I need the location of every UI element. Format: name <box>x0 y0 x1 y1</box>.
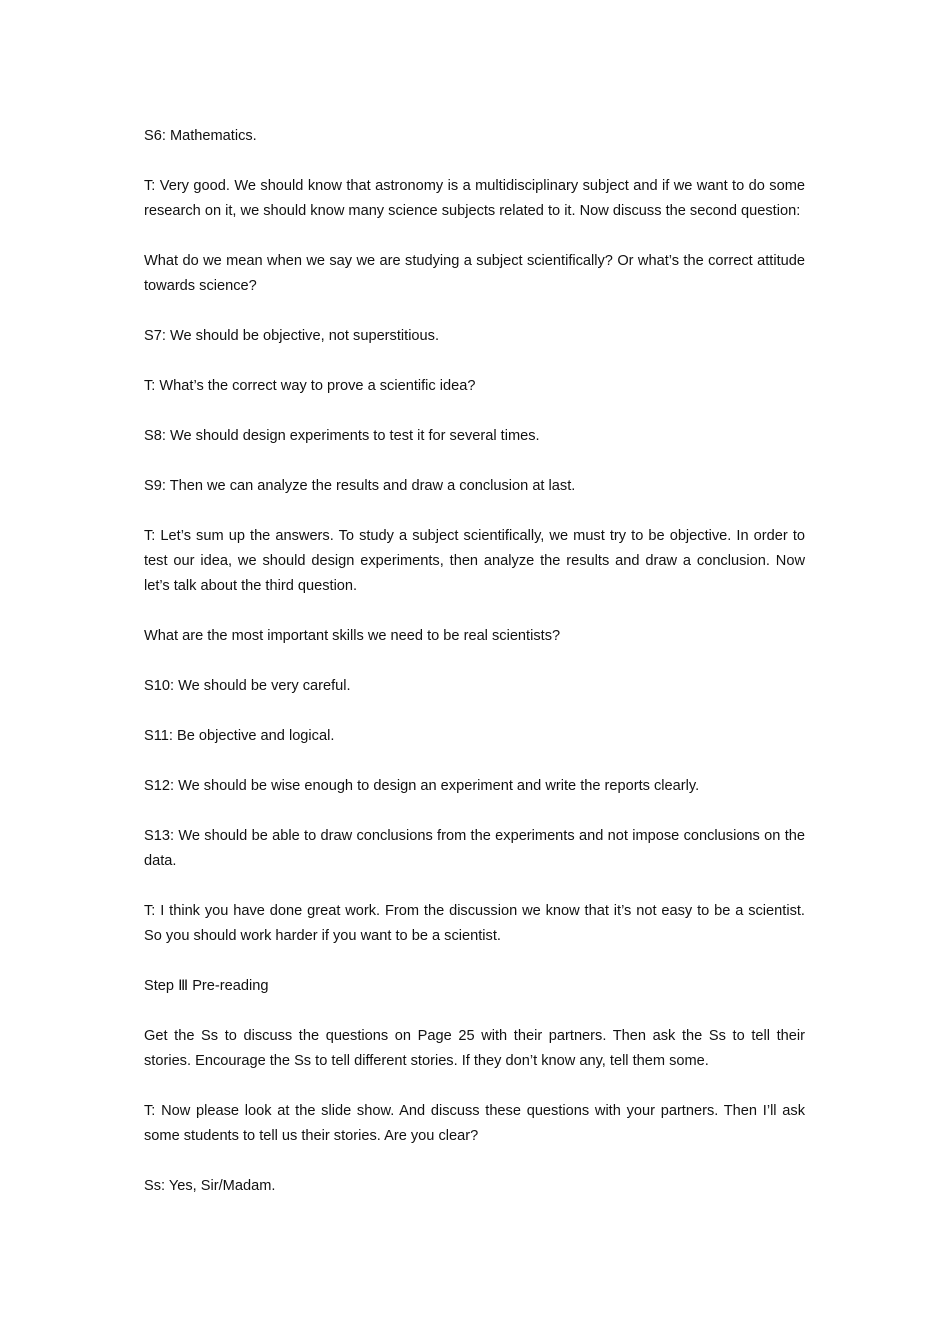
teacher-line-slide-show: T: Now please look at the slide show. And discuss these questions with your partners. Then I’ll ask some students to tell us their stories. Are you clear? <box>144 1103 805 1144</box>
dialogue-line-s10: S10: We should be very careful. <box>144 678 351 694</box>
section-heading-step-3: Step Ⅲ Pre-reading <box>144 978 269 994</box>
teacher-line-prove-idea: T: What’s the correct way to prove a scientific idea? <box>144 378 476 394</box>
dialogue-line-s6: S6: Mathematics. <box>144 128 257 144</box>
dialogue-line-s8: S8: We should design experiments to test it for several times. <box>144 428 540 444</box>
teacher-line-sum-up: T: Let’s sum up the answers. To study a subject scientifically, we must try to be objective. In order to test our idea, we should design experiments, then analyze the results and draw a conclusion. Now let’s talk about the third question. <box>144 528 805 594</box>
dialogue-line-s13: S13: We should be able to draw conclusions from the experiments and not impose conclusions on the data. <box>144 828 805 869</box>
dialogue-line-s12: S12: We should be wise enough to design an experiment and write the reports clearly. <box>144 778 700 794</box>
discussion-question-2: What do we mean when we say we are studying a subject scientifically? Or what’s the correct attitude towards science? <box>144 253 805 294</box>
instruction-paragraph: Get the Ss to discuss the questions on Page 25 with their partners. Then ask the Ss to tell their stories. Encourage the Ss to tell different stories. If they don’t know any, tell them some. <box>144 1028 805 1069</box>
dialogue-line-s7: S7: We should be objective, not superstitious. <box>144 328 440 344</box>
dialogue-line-s9: S9: Then we can analyze the results and draw a conclusion at last. <box>144 478 576 494</box>
dialogue-line-s11: S11: Be objective and logical. <box>144 728 335 744</box>
document-page <box>144 124 805 1224</box>
discussion-question-3: What are the most important skills we need to be real scientists? <box>144 628 561 644</box>
teacher-line-great-work: T: I think you have done great work. From the discussion we know that it’s not easy to be a scientist. So you should work harder if you want to be a scientist. <box>144 903 805 944</box>
students-response: Ss: Yes, Sir/Madam. <box>144 1178 276 1194</box>
teacher-line-astronomy: T: Very good. We should know that astronomy is a multidisciplinary subject and if we want to do some research on it, we should know many science subjects related to it. Now discuss the second question: <box>144 178 805 219</box>
